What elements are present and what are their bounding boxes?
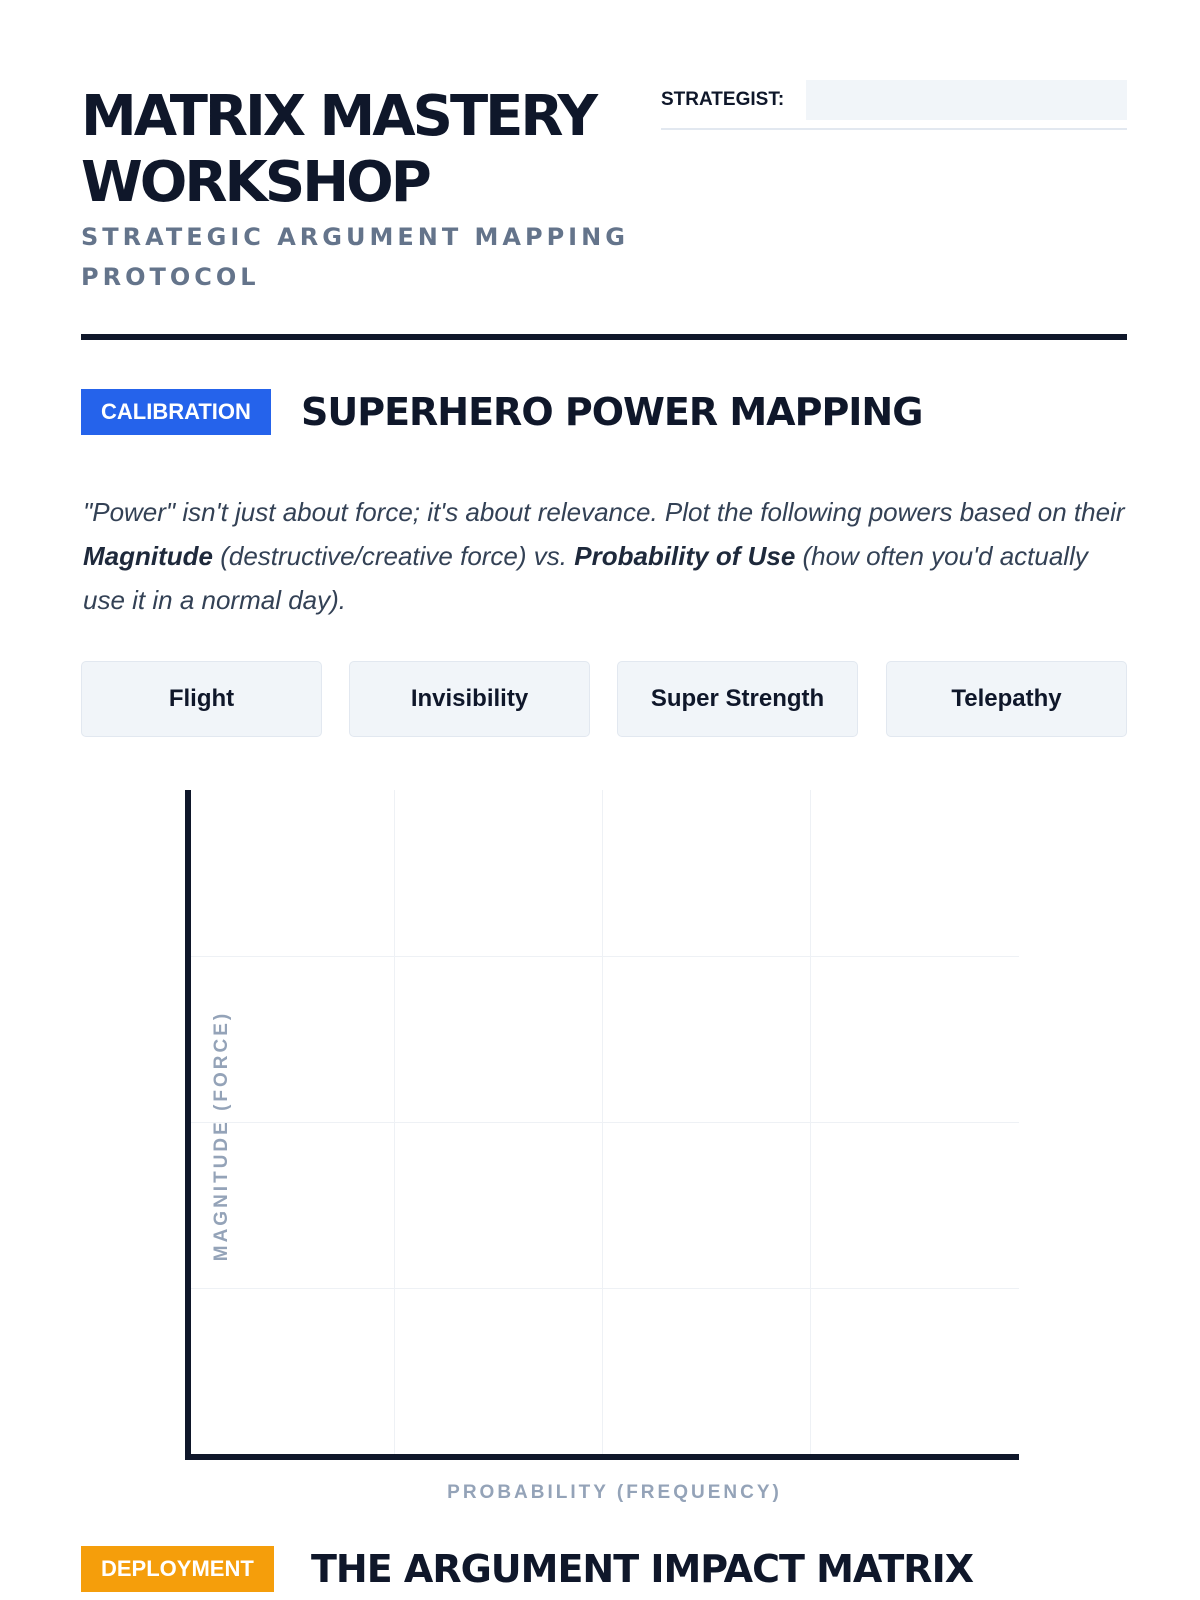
worksheet-page (81, 0, 1127, 1600)
power-chip-list (81, 661, 1127, 737)
grid-line-horizontal (191, 1288, 1019, 1289)
calibration-badge: CALIBRATION (81, 389, 271, 435)
deployment-title: THE ARGUMENT IMPACT MATRIX (311, 1547, 974, 1591)
grid-line-horizontal (191, 956, 1019, 957)
calibration-section-header (81, 389, 1127, 437)
x-axis-label: PROBABILITY (FREQUENCY) (447, 1482, 782, 1503)
y-axis-label: MAGNITUDE (FORCE) (211, 1010, 232, 1262)
page-title: MATRIX MASTERY WORKSHOP (81, 84, 596, 215)
x-axis-line (185, 1454, 1019, 1460)
instructions-term-probability: Probability of Use (574, 541, 796, 571)
header-divider (81, 334, 1127, 340)
power-chip-telepathy[interactable]: Telepathy (886, 661, 1127, 737)
power-chip-invisibility[interactable]: Invisibility (349, 661, 590, 737)
power-chip-super-strength[interactable]: Super Strength (617, 661, 858, 737)
instructions-text-3: (how often you'd actually use it in a normal day). (83, 541, 1088, 615)
deployment-section-header (81, 1546, 1127, 1594)
y-axis-line (185, 790, 191, 1460)
page-subtitle: STRATEGIC ARGUMENT MAPPING PROTOCOL (81, 223, 629, 291)
instructions-text-1: "Power" isn't just about force; it's about relevance. Plot the following powers based on their (83, 497, 1125, 527)
power-chip-flight[interactable]: Flight (81, 661, 322, 737)
calibration-instructions (83, 490, 1127, 622)
grid-line-horizontal (191, 1122, 1019, 1123)
instructions-term-magnitude: Magnitude (83, 541, 213, 571)
deployment-badge: DEPLOYMENT (81, 1546, 274, 1592)
power-matrix-plot-area[interactable] (185, 790, 1019, 1460)
strategist-field-group (661, 80, 1127, 130)
strategist-name-input[interactable] (806, 80, 1127, 120)
calibration-title: SUPERHERO POWER MAPPING (301, 390, 923, 434)
strategist-label: STRATEGIST: (661, 89, 785, 110)
instructions-text-2: (destructive/creative force) vs. (213, 541, 575, 571)
worksheet-header (81, 80, 1127, 340)
